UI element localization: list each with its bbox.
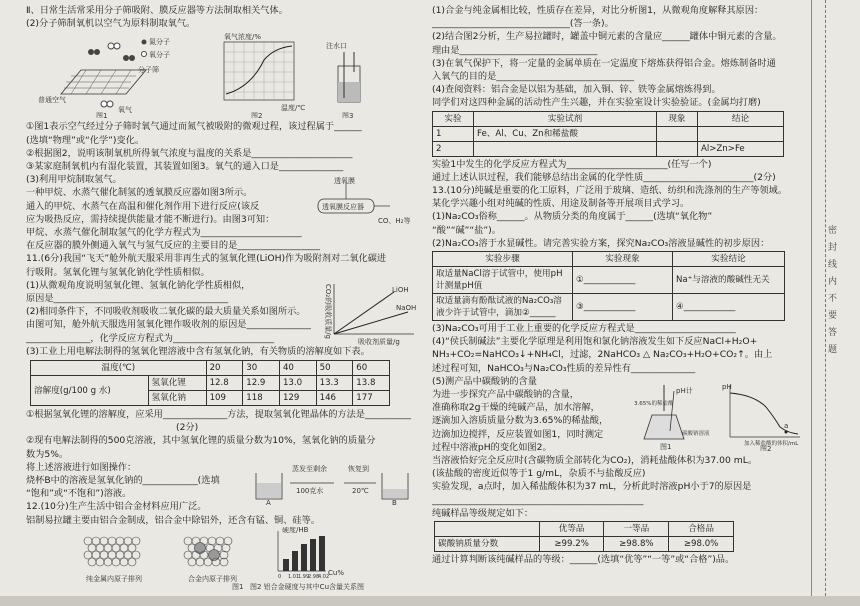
- text-line: (2)相同条件下，不同吸收剂吸收二氧化碳的最大质量关系如图所示。: [26, 306, 306, 318]
- chart-ylabel: 氧气浓度/%: [224, 33, 262, 42]
- row-label: 碳酸钠质量分数: [435, 537, 540, 552]
- text-line: (5)测产品中碳酸钠的含量: [432, 375, 537, 387]
- text-line: ③某家庭制氧机内有湿化装置，其装置如图3。氧气的通入口是______________: [26, 161, 344, 173]
- text-line: ______________，化学反应方程式为______________________: [26, 332, 275, 344]
- col-header: 现象: [656, 111, 697, 126]
- col-header: 实验现象: [573, 252, 673, 267]
- cell: ④____________: [673, 294, 785, 321]
- text-line: (2分): [176, 422, 199, 434]
- left-column: [26, 4, 420, 591]
- cell: Na⁺与溶液的酸碱性无关: [673, 267, 785, 294]
- text-line: ______________________________(答一条)。: [432, 18, 614, 30]
- cell: [656, 126, 697, 141]
- tick: 1.99: [298, 573, 310, 580]
- tick: 0: [278, 573, 282, 580]
- text-line: (3)工业上用电解法制得的氢氧化锂溶液中含有氢氧化钠，有关物质的溶解度如下表。: [26, 345, 370, 357]
- solubility-table: [30, 360, 390, 406]
- step2b-label: 20℃: [352, 486, 369, 495]
- grade-intro: 纯碱样品等级规定如下：: [432, 507, 534, 519]
- text-line: 铝制易拉罐主要由铝合金制成，铝合金中除铝外，还含有锰、铜、硅等。: [26, 514, 320, 526]
- beaker-process: [248, 459, 418, 505]
- fig1-label: 图1: [232, 582, 244, 591]
- text-line: 同学们对这四种金属的活动性产生兴趣，并在实验室设计实验验证。(金属均打磨): [432, 97, 761, 109]
- acid-label: 3.65%的稀盐酸: [634, 400, 674, 407]
- na-solution-label: 碳酸钠溶液: [682, 430, 710, 437]
- absorb-ylabel: CO₂的吸收质量/g: [324, 284, 332, 340]
- cell: ≥98.8%: [604, 537, 669, 552]
- ph-curve-chart: [722, 383, 800, 451]
- value-cell: 13.3: [316, 376, 353, 391]
- text-line: ②根据图2，说明该制氧机所得氧气浓度与温度的关系是______________________: [26, 147, 353, 159]
- text-line: 准确称取2g干燥的纯碱产品，加水溶解，: [432, 402, 600, 414]
- value-cell: 109: [206, 391, 243, 406]
- step1-label: 蒸发至剩余: [292, 464, 327, 473]
- cell: [474, 141, 657, 156]
- ph-xlabel: 加入稀盐酸的体积/mL: [744, 440, 799, 447]
- text-line: (该盐酸的密度近似等于1 g/mL，杂质不与盐酸反应): [432, 468, 646, 480]
- text-line: 原因是______________________________________: [26, 293, 229, 305]
- col-header: 实验结论: [673, 252, 785, 267]
- text-line: 数为5%。: [26, 448, 69, 460]
- step2-label: 恢复到: [348, 464, 369, 473]
- step1b-label: 100克水: [296, 486, 324, 495]
- pure-metal-lattice: [84, 537, 140, 566]
- text-line: (2)分子筛制氧机以空气为原料制取氧气。: [26, 18, 196, 30]
- fig1-caption: 图1: [96, 112, 108, 119]
- text-line: ②现有电解法制得的500克溶液，其中氢氧化锂的质量分数为10%，氢氧化钠的质量分: [26, 435, 376, 447]
- col-header: 一等品: [604, 522, 669, 537]
- text-line: (1)从微观角度说明氢氧化锂、氢氧化钠化学性质相似，: [26, 279, 251, 291]
- q2-figures: [26, 32, 420, 118]
- temp-header: 温度(℃): [31, 361, 207, 376]
- absorption-chart: [322, 280, 420, 346]
- hardness-ylabel: 硬度/HB: [282, 526, 309, 534]
- fig2-label: 图2: [760, 444, 772, 451]
- cell: ≥99.2%: [539, 537, 604, 552]
- text-line: (1)合金与纯金属相比较，性质存在差异，对比分析图1，从微观角度解释其原因：: [432, 5, 764, 16]
- fig3-caption: 图3: [342, 112, 354, 119]
- value-cell: 12.9: [243, 376, 280, 391]
- temp-cell: 50: [316, 361, 353, 376]
- cell: Fe、Al、Cu、Zn和稀盐酸: [474, 126, 657, 141]
- n2-label: 氮分子: [149, 38, 170, 47]
- text-line: (4)“侯氏制碱法”主要化学原理是利用饱和氯化钠溶液发生如下反应NaCl+H₂O+: [432, 336, 758, 348]
- na2co3-table: [432, 251, 785, 321]
- experiment-table: [432, 111, 784, 157]
- value-cell: 129: [279, 391, 316, 406]
- sieve-diagram: [38, 37, 170, 118]
- text-line: “饱和”或“不饱和”)溶液。: [26, 488, 132, 500]
- text-line: 12.(10分)生产生活中铝合金材料应用广泛。: [26, 501, 207, 513]
- text-line: (3)利用甲烷制取氢气。: [26, 174, 122, 186]
- scan-edge: [0, 596, 860, 606]
- right-column: [432, 4, 802, 566]
- text-line: 理由是______________________________: [432, 44, 598, 56]
- cell: Al>Zn>Fe: [697, 141, 783, 156]
- cell: [656, 141, 697, 156]
- output-label: CO、H₂等: [378, 217, 411, 226]
- col-header: 优等品: [539, 522, 604, 537]
- text-line: 入氧气的目的是______________________________: [432, 71, 635, 83]
- value-cell: 13.8: [353, 376, 390, 391]
- text-line: ①根据氢氧化锂的溶解度，应采用______________方法，提取氢氧化锂晶体的方法是__________: [26, 409, 411, 421]
- row-name: 氢氧化钠: [148, 391, 206, 406]
- text-line: (4)查阅资料：铝合金是以铝为基础，加入铜、锌、铁等金属熔炼得到。: [432, 84, 721, 96]
- text-line: 通过计算判断该纯碱样品的等级：______(选填“优等”“一等”或“合格”)品。: [432, 554, 735, 566]
- value-cell: 177: [353, 391, 390, 406]
- text-line: 行吸附。氢氧化锂与氢氧化钠化学性质相似。: [26, 266, 210, 278]
- text-line: 实验1中发生的化学反应方程式为______________________(任写一个): [432, 158, 712, 170]
- fig1-label: 图1: [660, 442, 672, 451]
- temp-oxygen-chart: [224, 32, 305, 118]
- text-line: (1)Na₂CO₃俗称______。从物质分类的角度属于______(选填“氧化物”: [432, 211, 713, 223]
- text-line: (2)结合图2分析，生产易拉罐时，罐盖中铜元素的含量应______罐体中铜元素的含量。: [432, 31, 782, 43]
- text-line: 应为吸热反应，需持续提供能量才能不断进行)。由图3可知：: [26, 213, 275, 225]
- text-line: ①图1表示空气经过分子筛时氧气通过而氮气被吸附的微观过程，该过程属于______: [26, 121, 362, 133]
- series-lioh: LiOH: [392, 286, 409, 295]
- value-cell: 118: [243, 391, 280, 406]
- text-line: 当溶液恰好完全反应时(含碳物质全部转化为CO₂)，消耗盐酸体积为37.00 mL。: [432, 455, 758, 467]
- cell: 1: [433, 126, 474, 141]
- text-line: (2)Na₂CO₃溶于水显碱性。请完善实验方案，探究Na₂CO₃溶液显碱性的初步原因：: [432, 237, 770, 249]
- air-label: 普通空气: [38, 96, 66, 105]
- lattice-caption: 纯金属内原子排列: [86, 574, 142, 583]
- text-line: 在反应器的膜外侧通入氧气与氢气反应的主要目的是__________________: [26, 240, 320, 252]
- beaker-b: B: [392, 498, 397, 505]
- titration-figures: [634, 381, 802, 451]
- chart-xlabel: 温度/℃: [281, 104, 306, 113]
- text-line: 实验发现，a点时，加入稀盐酸体积为37 mL，分析此时溶液pH小于7的原因是: [432, 481, 752, 493]
- alloy-figures: [26, 527, 420, 591]
- series-naoh: NaOH: [396, 304, 417, 313]
- text-line: 某化学兴趣小组对纯碱的性质、用途及制备等开展项目式学习。: [432, 198, 690, 210]
- humidifier-device: [326, 41, 360, 118]
- text-line: 为进一步探究产品中碳酸钠的含量，: [432, 389, 579, 401]
- text-line: 一种甲烷、水蒸气催化制氢的透氧膜反应器如图3所示。: [26, 187, 253, 199]
- grade-table: [434, 521, 734, 552]
- cell: 2: [433, 141, 474, 156]
- seal-line-notice: 密封线内不要答题: [826, 225, 836, 361]
- membrane-label: 透氧膜: [334, 177, 355, 186]
- text-line: 甲烷、水蒸气催化制取氢气的化学方程式为______________________: [26, 227, 302, 239]
- text-line: 烧杯B中的溶液是氢氧化钠的____________(选填: [26, 475, 220, 487]
- text-line: (3)Na₂CO₃可用于工业上重要的化学反应方程式是______________________: [432, 323, 736, 335]
- row-name: 氢氧化锂: [148, 376, 206, 391]
- text-line: 11.(6分)我国“飞天”舱外航天服采用非再生式的氢氧化锂(LiOH)作为吸附剂对二氧化碳进: [26, 253, 387, 265]
- temp-cell: 60: [353, 361, 390, 376]
- text-line: 由图可知，舱外航天服选用氢氧化锂作吸收剂的原因是______________: [26, 319, 311, 331]
- absorb-xlabel: 吸收剂质量/g: [358, 338, 400, 347]
- col-header: 实验试剂: [474, 111, 657, 126]
- alloy-caption: 合金内原子排列: [188, 574, 237, 583]
- cell: ①____________: [573, 267, 673, 294]
- fig2-caption: 图2: [251, 112, 263, 119]
- hardness-xlabel: Cu%: [328, 568, 344, 577]
- tick: 1.01: [288, 573, 300, 580]
- membrane-reactor: [308, 177, 418, 233]
- molecular-sieve-figures: [26, 32, 420, 118]
- alloy-lattice: [184, 537, 232, 566]
- point-a: a: [784, 421, 789, 430]
- hardness-chart: [278, 527, 344, 580]
- text-line: ______________________________________________: [432, 494, 644, 506]
- ph-meter-label: pH计: [676, 386, 693, 395]
- text-line: (3)在氧气保护下，将一定量的金属单质在一定温度下熔炼获得铝合金。熔炼制备时通: [432, 57, 776, 69]
- reactor-label: 透氧膜反应器: [322, 203, 364, 212]
- text-line: 过程中溶液pH的变化如图2。: [432, 441, 552, 453]
- tick: 4.02: [318, 573, 330, 580]
- tick: 2.98: [308, 573, 320, 580]
- text-line: 述过程可知，NaHCO₃与Na₂CO₃性质的差异性有______________: [432, 362, 696, 374]
- text-line: NH₃+CO₂=NaHCO₃↓+NH₄Cl，过滤，2NaHCO₃ △ Na₂CO₃+H₂O+CO₂↑。由上: [432, 349, 773, 361]
- col-header: 实验: [433, 111, 474, 126]
- fig2-caption: 图2 铝合金硬度与其中Cu含量关系图: [250, 582, 365, 591]
- oxygen-label: 氧气: [118, 106, 132, 115]
- text-line: 逐滴加入溶质质量分数为3.65%的稀盐酸，: [432, 415, 609, 427]
- value-cell: 13.0: [279, 376, 316, 391]
- beaker-a: A: [266, 498, 271, 505]
- temp-cell: 20: [206, 361, 243, 376]
- solubility-label: 溶解度(g/100 g 水): [31, 376, 149, 406]
- text-line: “酸”“碱”“盐”)。: [432, 224, 501, 236]
- text-line: 通过上述认识过程，我们能够总结出金属的化学性质________________________(2分): [432, 171, 776, 183]
- col-header: 合格品: [669, 522, 734, 537]
- cell: [697, 126, 783, 141]
- text-line: 13.(10分)纯碱是重要的化工原料，广泛用于玻璃、造纸、纺织和洗涤剂的生产等领域。: [432, 185, 788, 197]
- col-header: 实验步骤: [433, 252, 573, 267]
- text-line: (选填“物理”或“化学”)变化。: [26, 134, 145, 146]
- cell: ≥98.0%: [669, 537, 734, 552]
- temp-cell: 30: [243, 361, 280, 376]
- col-header: [435, 522, 540, 537]
- text-line: 通入的甲烷、水蒸气在高温和催化剂作用下进行反应(该反: [26, 200, 260, 212]
- temp-cell: 40: [279, 361, 316, 376]
- value-cell: 146: [316, 391, 353, 406]
- inlet-label: 注水口: [326, 42, 347, 51]
- sieve-label: 分子筛: [138, 66, 159, 75]
- col-header: 结论: [697, 111, 783, 126]
- text-line: Ⅱ、日常生活常采用分子筛吸附、膜反应器等方法制取相关气体。: [26, 5, 288, 16]
- value-cell: 12.8: [206, 376, 243, 391]
- text-line: 边滴加边搅拌，反应装置如图1，同时测定: [432, 428, 604, 440]
- text-line: 将上述溶液进行如图操作：: [26, 461, 137, 473]
- ph-ylabel: pH: [722, 382, 732, 391]
- o2-label: 氧分子: [149, 51, 170, 60]
- titration-apparatus: [634, 385, 710, 451]
- cell: ③____________: [573, 294, 673, 321]
- cell: 取适量滴有酚酞试液的Na₂CO₃溶液少许于试管中，滴加②______: [433, 294, 573, 321]
- cell: 取适量NaCl溶于试管中，使用pH计测量pH值: [433, 267, 573, 294]
